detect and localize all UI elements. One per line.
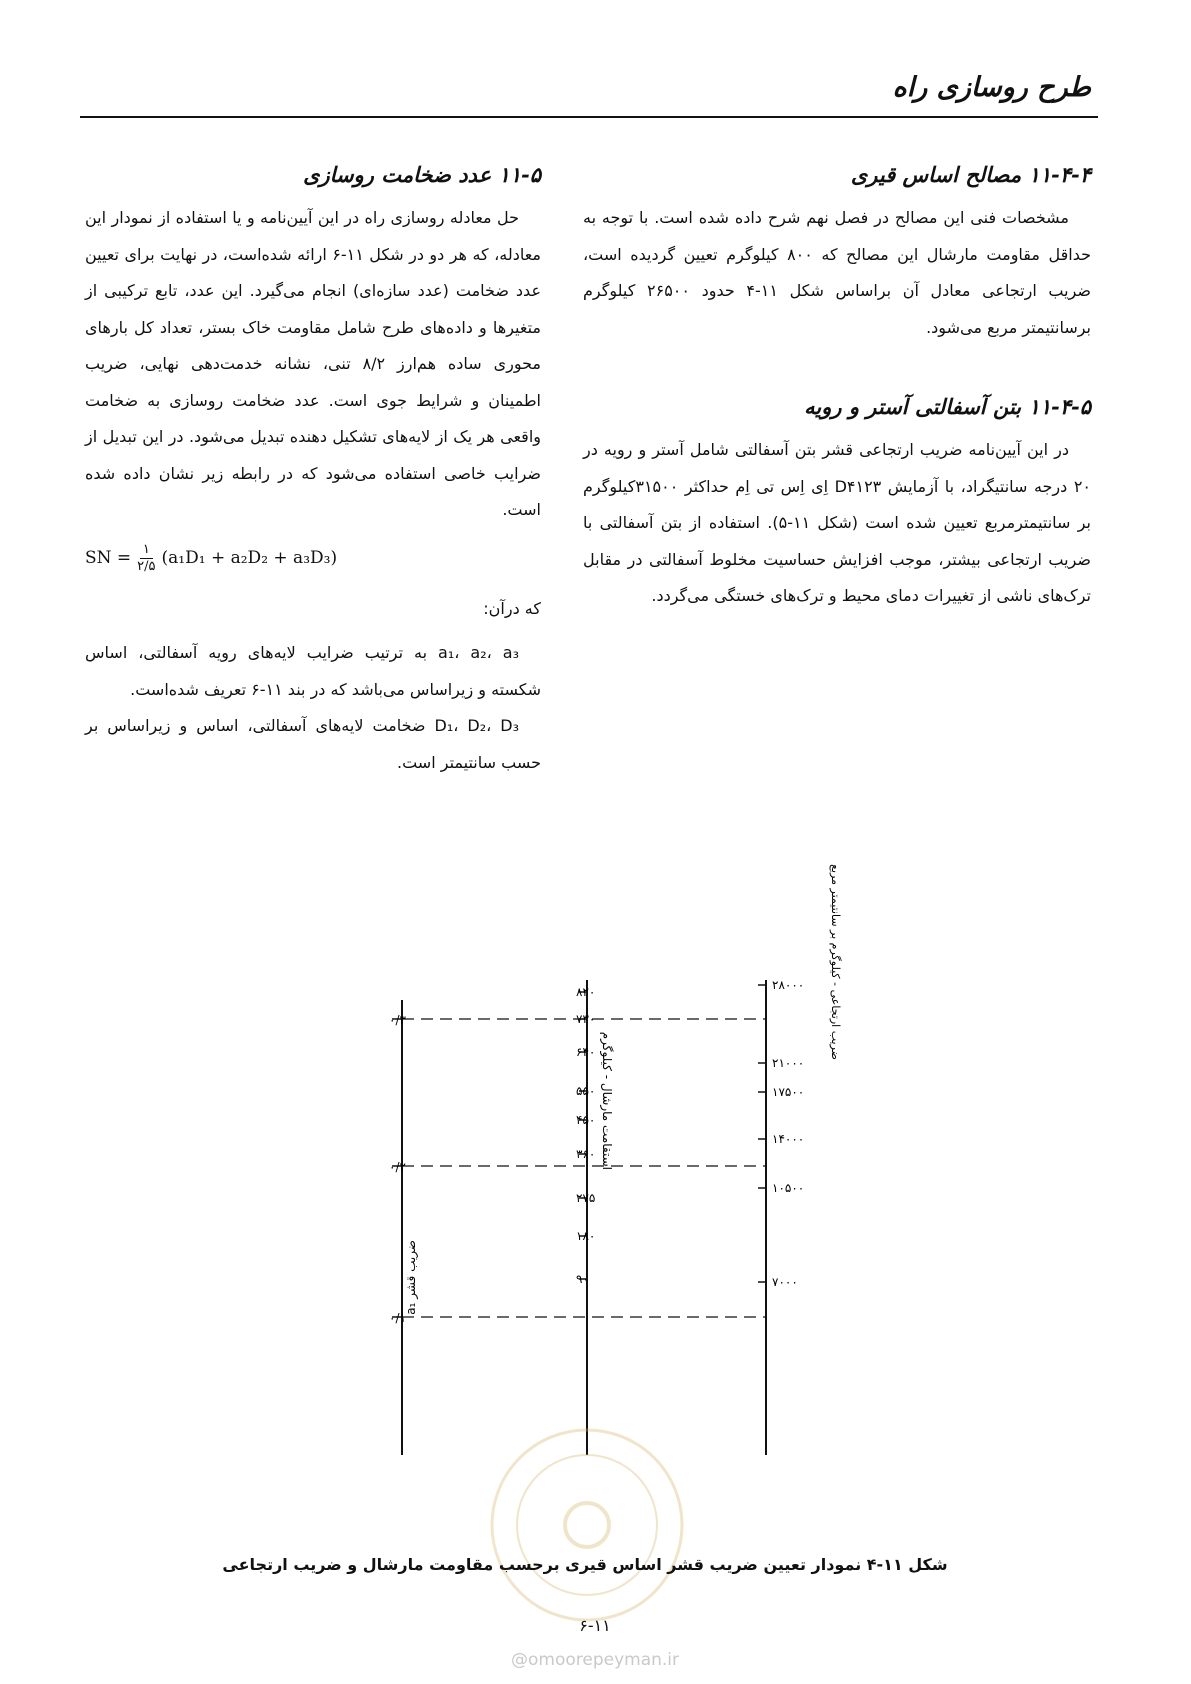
marshall-tick-label: ۸۲۰ bbox=[576, 985, 596, 999]
marshall-tick-label: ۳۶۰ bbox=[576, 1147, 596, 1161]
watermark-emblem bbox=[492, 1430, 682, 1620]
paragraph-layer-coefficients: a₁، a₂، a₃ به ترتیب ضرایب لایه‌های رویه آسفالتی، اساس شکسته و زیراساس می‌باشد که در بند ۱۱-۶ تعریف شده‌است. bbox=[85, 643, 541, 699]
marshall-tick-label: ۹۰ bbox=[576, 1272, 589, 1286]
paragraph-structural-number: حل معادله روسازی راه در این آیین‌نامه و یا استفاده از نمودار این معادله، که هر دو در شکل ۱۱-۶ ارائه شده‌است، در نهایت برای تعیین عدد ضخامت (عدد سازه‌ای) انجام می‌گیرد. این عدد، تابع ترکیبی از متغیرها و داده‌های طرح شامل مقاومت خاک بستر، تعداد کل بارهای محوری ساده هم‌ارز ۸/۲ تنی، نشانه خدمت‌دهی نهایی، ضریب اطمینان و شرایط جوی است. عدد ضخامت روسازی به ضخامت واقعی هر یک از لایه‌های تشکیل دهنده تبدیل می‌شود. در این تبدیل از ضرایب خاصی استفاده می‌شود که در رابطه زیر نشان داده شده است. bbox=[85, 208, 541, 519]
modulus-tick-label: ۲۸۰۰۰ bbox=[772, 978, 805, 992]
marshall-tick-label: ۶۴۰ bbox=[576, 1045, 596, 1059]
modulus-tick-label: ۱۰۵۰۰ bbox=[772, 1181, 805, 1195]
marshall-ticks bbox=[576, 985, 595, 1286]
marshall-tick-label: ۷۳۰ bbox=[576, 1012, 596, 1026]
marshall-tick-label: ۱۸۰ bbox=[576, 1229, 596, 1243]
paragraph-asphalt-concrete: در این آیین‌نامه ضریب ارتجاعی قشر بتن آسفالتی شامل آستر و رویه در ۲۰ درجه سانتیگراد، با آزمایش D۴۱۲۳ اِی اِس تی اِم حداکثر ۳۱۵۰۰کیلوگرم بر سانتیمترمربع تعیین شده است (شکل ۱۱-۵). استفاده از بتن آسفالتی با ضریب ارتجاعی بیشتر، موجب افزایش حساسیت مخلوط آسفالتی در مقابل ترک‌های ناشی از تغییرات دمای محیط و ترک‌های خستگی می‌گردد. bbox=[583, 440, 1091, 605]
marshall-axis-label: استقامت مارشال - کیلوگرم bbox=[600, 1031, 614, 1170]
a1-axis-label: ضریب قشر a₁ bbox=[404, 1240, 418, 1315]
watermark-text: @omoorepeyman.ir bbox=[510, 1650, 680, 1670]
where-label: که درآن: bbox=[483, 598, 541, 618]
modulus-tick-label: ۲۱۰۰۰ bbox=[772, 1056, 805, 1070]
marshall-tick-label: ۲۷۵ bbox=[576, 1191, 596, 1205]
formula-rhs: (a₁D₁ + a₂D₂ + a₃D₃) bbox=[161, 548, 338, 569]
section-heading-asphalt-concrete: ۱۱-۴-۵ بتن آسفالتی آستر و رویه bbox=[804, 394, 1091, 419]
formula-lhs: SN = bbox=[85, 548, 132, 569]
modulus-tick-label: ۱۷۵۰۰ bbox=[772, 1085, 805, 1099]
paragraph-layer-thickness: D₁، D₂، D₃ ضخامت لایه‌های آسفالتی، اساس و زیراساس بر حسب سانتیمتر است. bbox=[85, 716, 541, 772]
section-heading-structural-number: ۱۱-۵ عدد ضخامت روسازی bbox=[303, 162, 541, 187]
a1-tick-label: ۰/۳ bbox=[389, 1013, 406, 1027]
modulus-axis-label: ضریب ارتجاعی - کیلوگرم بر سانتیمتر مربع bbox=[829, 864, 842, 1060]
marshall-tick-label: ۵۵۰ bbox=[576, 1084, 596, 1098]
paragraph-bituminous-base: مشخصات فنی این مصالح در فصل نهم شرح داده شده است. با توجه به حداقل مقاومت مارشال این مصالح که ۸۰۰ کیلوگرم تعیین گردیده است، ضریب ارتجاعی معادل آن براساس شکل ۱۱-۴ حدود ۲۶۵۰۰ کیلوگرم برسانتیمتر مربع می‌شود. bbox=[583, 208, 1092, 337]
modulus-tick-label: ۷۰۰۰ bbox=[772, 1275, 798, 1289]
a1-tick-label: ۰/۱ bbox=[389, 1311, 406, 1325]
modulus-tick-label: ۱۴۰۰۰ bbox=[772, 1132, 805, 1146]
running-title: طرح روسازی راه bbox=[892, 72, 1091, 103]
formula-denominator: ۲/۵ bbox=[137, 559, 156, 574]
figure-caption: شکل ۱۱-۴ نمودار تعیین ضریب قشر اساس قیری برحسب مقاومت مارشال و ضریب ارتجاعی bbox=[222, 1555, 948, 1574]
a1-tick-label: ۰/۲ bbox=[389, 1160, 406, 1174]
marshall-tick-label: ۴۵۰ bbox=[576, 1113, 596, 1127]
section-heading-bituminous-base: ۱۱-۴-۴ مصالح اساس قیری bbox=[850, 162, 1091, 187]
formula-numerator: ۱ bbox=[140, 542, 153, 559]
page-number: ۶-۱۱ bbox=[579, 1616, 611, 1635]
modulus-ticks bbox=[758, 978, 804, 1289]
